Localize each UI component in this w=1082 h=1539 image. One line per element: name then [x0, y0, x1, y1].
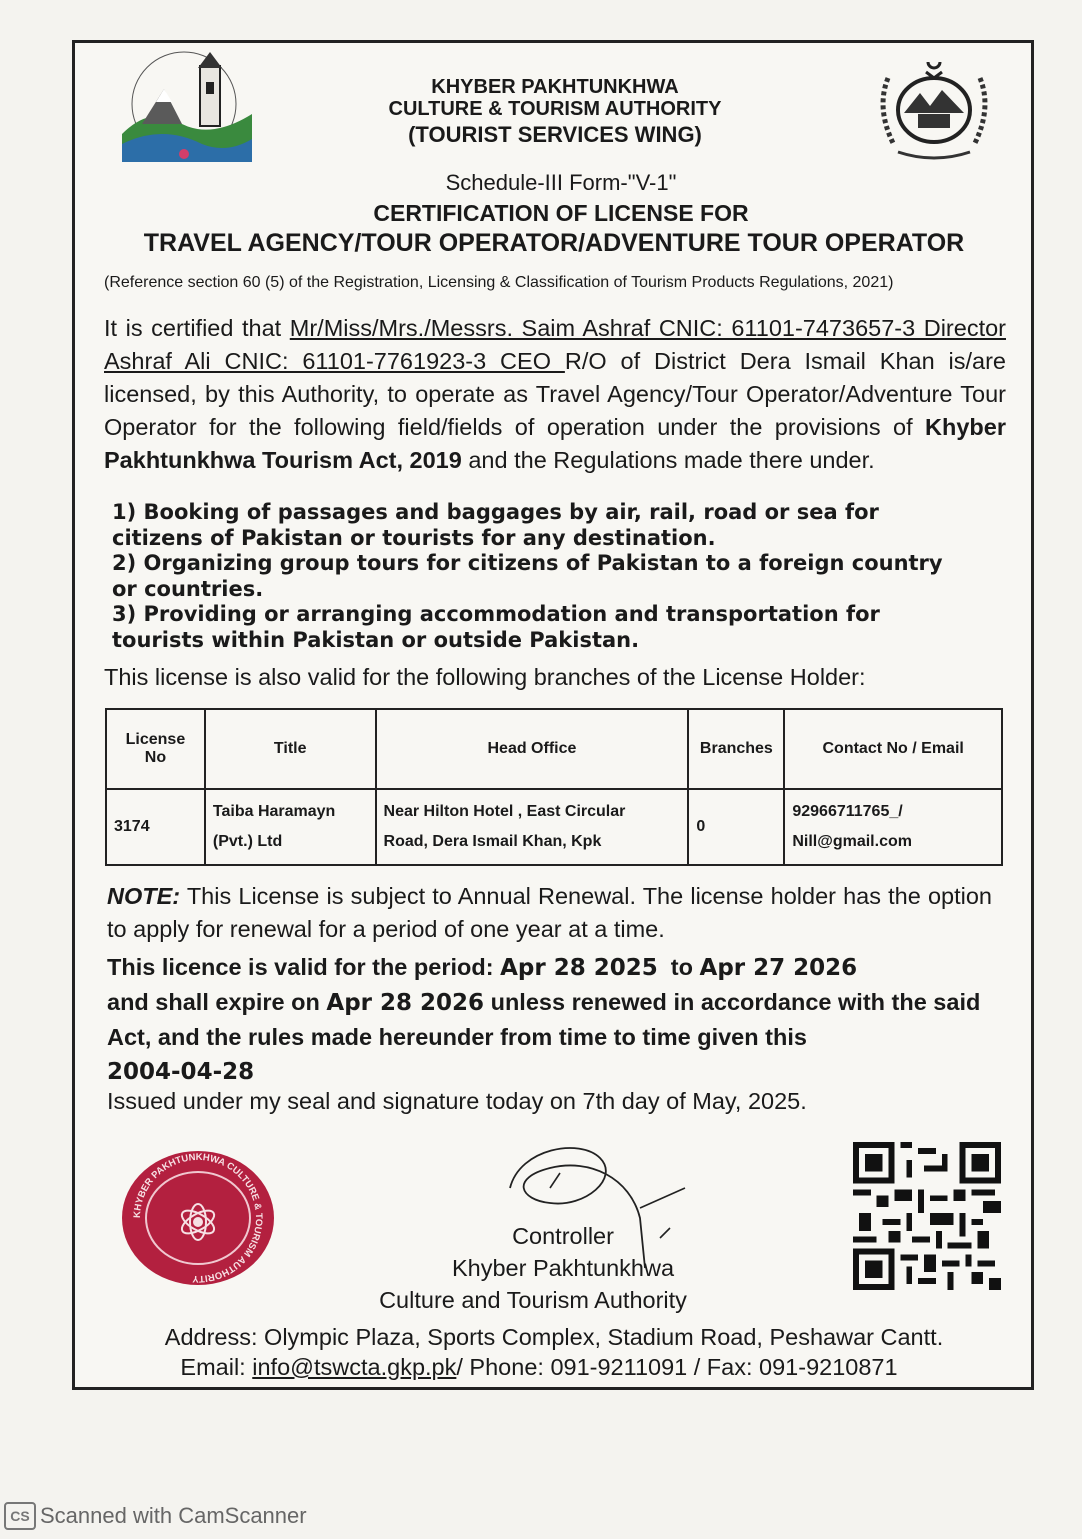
office-line1: Near Hilton Hotel , East Circular	[383, 803, 626, 820]
signatory-authority: Culture and Tourism Authority	[379, 1287, 687, 1313]
header-branches: Branches	[688, 709, 784, 789]
validity-text-1: This licence is valid for the period:	[107, 954, 501, 980]
header-contact: Contact No / Email	[784, 709, 1002, 789]
address-line: Address: Olympic Plaza, Sports Complex, Stadium Road, Peshawar Cantt.	[164, 1324, 944, 1350]
cell-contact	[784, 789, 1002, 865]
camscanner-watermark	[4, 1502, 307, 1530]
note-text: This License is subject to Annual Renewal. The license holder has the option to apply for renewal for a period of one year at a time.	[107, 883, 992, 942]
expiry-date: Apr 28 2026	[326, 990, 485, 1016]
para-start: It is certified that	[104, 315, 290, 341]
camscanner-icon: CS	[4, 1502, 36, 1530]
operation-fields-list	[112, 500, 972, 653]
title-line2: (Pvt.) Ltd	[212, 833, 283, 850]
header-wing: (TOURIST SERVICES WING)	[408, 122, 702, 147]
validity-text-3: and shall expire on	[107, 989, 327, 1015]
list-item: 1) Booking of passages and baggages by air, rail, road or sea for citizens of Pakistan or tourists for any destination.	[112, 500, 879, 550]
table-header-row	[106, 709, 1002, 789]
title-line1: Taiba Haramayn	[212, 803, 336, 820]
header-license-no	[106, 709, 205, 789]
certification-paragraph	[104, 312, 1006, 477]
valid-to-date: Apr 27 2026	[699, 955, 858, 981]
header-authority: CULTURE & TOURISM AUTHORITY	[388, 98, 722, 120]
list-item: 3) Providing or arranging accommodation and transportation for tourists within Pakistan or outside Pakistan.	[112, 602, 880, 652]
form-title-line2: TRAVEL AGENCY/TOUR OPERATOR/ADVENTURE TOUR OPERATOR	[143, 229, 965, 257]
signatory-title: Controller	[512, 1223, 614, 1249]
form-title-line1: CERTIFICATION OF LICENSE FOR	[373, 200, 749, 226]
seal-ring-text: KHYBER PAKHTUNKHWA CULTURE & TOURISM AUTHORITY	[131, 1151, 265, 1285]
contact-phone: 92966711765_/	[792, 803, 903, 820]
scanner-text: Scanned with CamScanner	[40, 1503, 307, 1528]
para-end: and the Regulations made there under.	[461, 447, 875, 473]
header-head-office: Head Office	[376, 709, 689, 789]
phone-fax: / Phone: 091-9211091 / Fax: 091-9210871	[456, 1354, 898, 1380]
license-holder: Mr/Miss/Mrs./Messrs. Saim Ashraf CNIC: 61101-7473657-3 Director Ashraf Ali CNIC: 61101-7761923-3 CEO	[104, 315, 1006, 374]
email-label: Email:	[180, 1354, 253, 1380]
renewal-note	[107, 880, 992, 946]
contact-email: Nill@gmail.com	[792, 833, 912, 850]
given-date: 2004-04-28	[107, 1059, 255, 1085]
note-label: NOTE:	[107, 883, 181, 909]
branches-intro: This license is also valid for the following branches of the License Holder:	[104, 664, 866, 690]
list-item: 2) Organizing group tours for citizens of Pakistan to a foreign country or countries.	[112, 551, 943, 601]
para-mid: R/O of District Dera Ismail Khan is/are licensed, by this Authority, to operate as Travel Agency/Tour Operator/Adventure Tour Operator for the following field/fields of operation under the provisions of	[104, 348, 1007, 440]
validity-text-4: unless renewed in accordance with the said Act, and the rules made hereunder from time to time given this	[107, 989, 981, 1050]
qr-code	[852, 1142, 1002, 1290]
header-title: Title	[205, 709, 376, 789]
header-license-line1: License	[125, 731, 186, 748]
cell-branches: 0	[688, 789, 784, 865]
issued-statement: Issued under my seal and signature today on 7th day of May, 2025.	[107, 1088, 807, 1114]
table-row	[106, 789, 1002, 865]
authority-email-link[interactable]: info@tswcta.gkp.pk	[252, 1354, 457, 1380]
header-license-line2: No	[144, 749, 167, 766]
validity-text-2: to	[657, 954, 700, 980]
signatory-province: Khyber Pakhtunkhwa	[451, 1255, 675, 1281]
act-name: Khyber Pakhtunkhwa Tourism Act, 2019	[104, 414, 1006, 473]
contact-line	[0, 1352, 1082, 1382]
regulation-reference: (Reference section 60 (5) of the Registration, Licensing & Classification of Tourism Products Regulations, 2021)	[104, 274, 894, 291]
validity-statement	[107, 950, 997, 1089]
valid-from-date: Apr 28 2025	[500, 955, 658, 981]
cell-head-office	[376, 789, 689, 865]
cell-title	[205, 789, 376, 865]
office-line2: Road, Dera Ismail Khan, Kpk	[383, 833, 602, 850]
authority-address	[0, 1322, 1082, 1382]
license-table	[105, 708, 1003, 866]
header-province: KHYBER PAKHTUNKHWA	[431, 76, 679, 98]
form-schedule: Schedule-III Form-"V-1"	[445, 170, 677, 195]
cell-license-no: 3174	[106, 789, 205, 865]
